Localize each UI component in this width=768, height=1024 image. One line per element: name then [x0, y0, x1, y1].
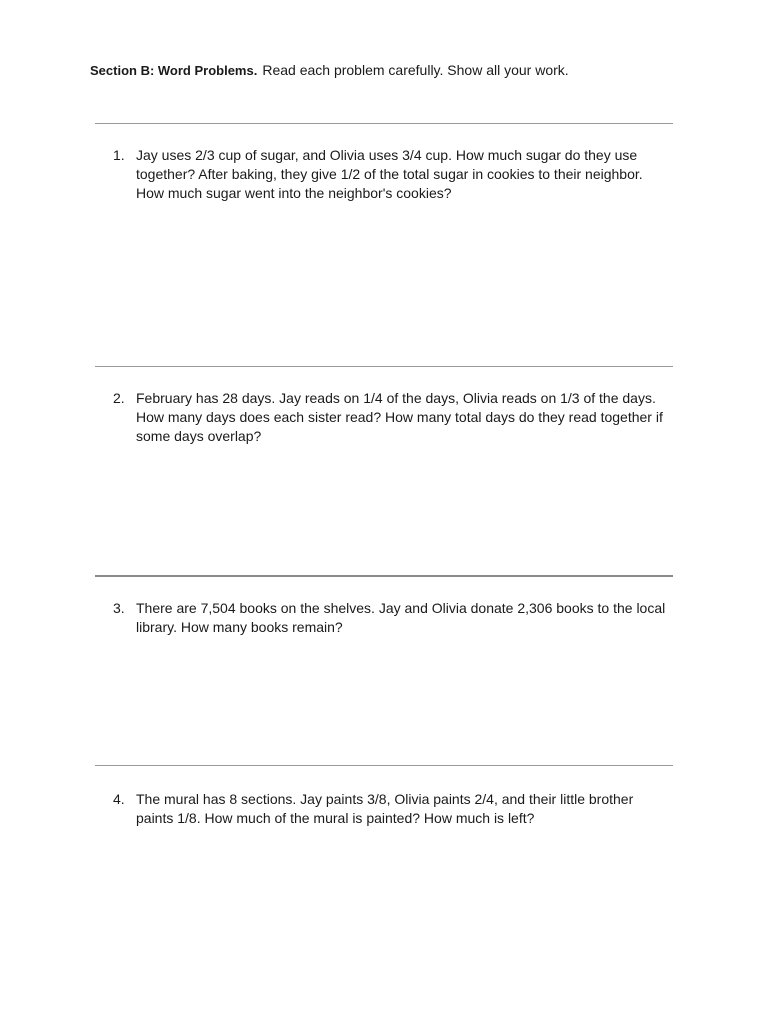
divider-3: [95, 765, 673, 766]
section-instructions: Read each problem carefully. Show all your work.: [262, 62, 569, 78]
section-header: [90, 61, 569, 80]
problem-text: There are 7,504 books on the shelves. Jay and Olivia donate 2,306 books to the local library. How many books remain?: [136, 600, 666, 635]
problem-2: [108, 389, 668, 446]
problem-number: 3.: [113, 600, 125, 616]
divider-1: [95, 366, 673, 367]
section-title: Section B: Word Problems.: [90, 63, 258, 78]
problem-text: The mural has 8 sections. Jay paints 3/8, Olivia paints 2/4, and their little brother paints 1/8. How much of the mural is painted? How much is left?: [136, 791, 634, 826]
problem-4: [108, 790, 668, 828]
problem-number: 4.: [113, 791, 125, 807]
divider-2: [95, 575, 673, 577]
problem-3: [108, 599, 668, 637]
problem-text: Jay uses 2/3 cup of sugar, and Olivia uses 3/4 cup. How much sugar do they use together? After baking, they give 1/2 of the total sugar in cookies to their neighbor. How much sugar went into the neighbor's cookies?: [136, 147, 643, 201]
problem-number: 2.: [113, 390, 125, 406]
problem-1: [108, 146, 668, 203]
problem-number: 1.: [113, 147, 125, 163]
problem-text: February has 28 days. Jay reads on 1/4 of the days, Olivia reads on 1/3 of the days. How many days does each sister read? How many total days do they read together if some days overlap?: [136, 390, 663, 444]
divider-top: [95, 123, 673, 124]
